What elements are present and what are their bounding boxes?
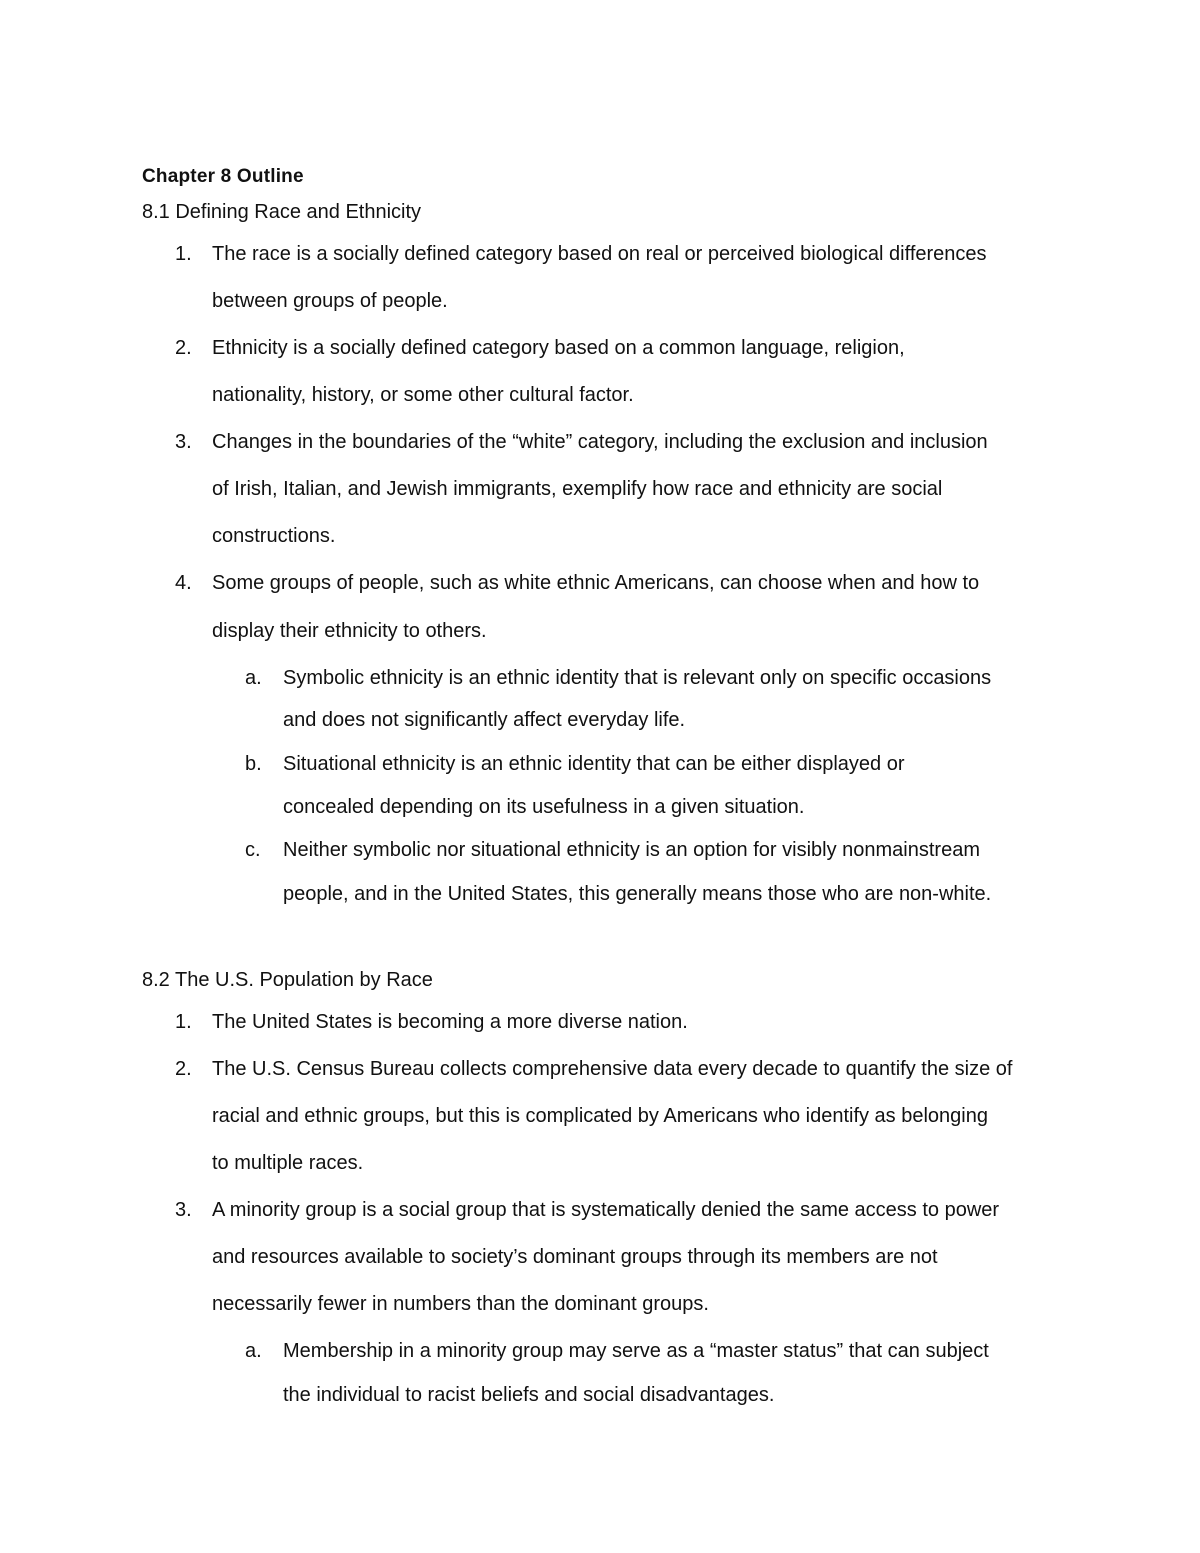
list-item-text: Ethnicity is a socially defined category based on a common language, religion, [212, 337, 905, 359]
list-item-text: The U.S. Census Bureau collects comprehensive data every decade to quantify the size of [212, 1058, 1013, 1080]
list-item-text: and resources available to society’s dominant groups through its members are not [212, 1246, 938, 1268]
list-item-text: racial and ethnic groups, but this is complicated by Americans who identify as belonging [212, 1105, 988, 1127]
page-title: Chapter 8 Outline [142, 166, 304, 187]
list-marker: 2. [175, 337, 192, 359]
sub-list-marker: b. [245, 753, 262, 775]
sub-list-item-text: the individual to racist beliefs and social disadvantages. [283, 1384, 775, 1406]
sub-list-marker: c. [245, 839, 261, 861]
sub-list-item-text: Situational ethnicity is an ethnic identity that can be either displayed or [283, 753, 905, 775]
sub-list-item-text: concealed depending on its usefulness in a given situation. [283, 796, 805, 818]
sub-list-item-text: Symbolic ethnicity is an ethnic identity that is relevant only on specific occasions [283, 667, 992, 689]
sub-list-marker: a. [245, 667, 262, 689]
list-marker: 2. [175, 1058, 192, 1080]
list-marker: 1. [175, 243, 192, 265]
list-marker: 3. [175, 431, 192, 453]
sub-list-item-text: Membership in a minority group may serve as a “master status” that can subject [283, 1340, 989, 1362]
section-heading: 8.2 The U.S. Population by Race [142, 969, 433, 991]
list-item-text: constructions. [212, 525, 336, 547]
sub-list-item-text: Neither symbolic nor situational ethnicity is an option for visibly nonmainstream [283, 839, 980, 861]
sub-list-marker: a. [245, 1340, 262, 1362]
list-item-text: Some groups of people, such as white ethnic Americans, can choose when and how to [212, 572, 980, 594]
list-item-text: Changes in the boundaries of the “white” category, including the exclusion and inclusion [212, 431, 988, 453]
list-item-text: nationality, history, or some other cultural factor. [212, 384, 634, 406]
list-item-text: necessarily fewer in numbers than the dominant groups. [212, 1293, 709, 1315]
section-heading: 8.1 Defining Race and Ethnicity [142, 201, 422, 223]
sub-list-item-text: people, and in the United States, this generally means those who are non-white. [283, 883, 992, 905]
list-marker: 1. [175, 1011, 192, 1033]
list-item-text: display their ethnicity to others. [212, 620, 487, 642]
list-item-text: A minority group is a social group that is systematically denied the same access to power [212, 1199, 1000, 1221]
list-item-text: of Irish, Italian, and Jewish immigrants, exemplify how race and ethnicity are social [212, 478, 943, 500]
sub-list-item-text: and does not significantly affect everyday life. [283, 709, 686, 731]
list-item-text: between groups of people. [212, 290, 448, 312]
list-item-text: The race is a socially defined category based on real or perceived biological differences [212, 243, 987, 265]
list-marker: 3. [175, 1199, 192, 1221]
list-marker: 4. [175, 572, 192, 594]
list-item-text: to multiple races. [212, 1152, 364, 1174]
list-item-text: The United States is becoming a more diverse nation. [212, 1011, 688, 1033]
